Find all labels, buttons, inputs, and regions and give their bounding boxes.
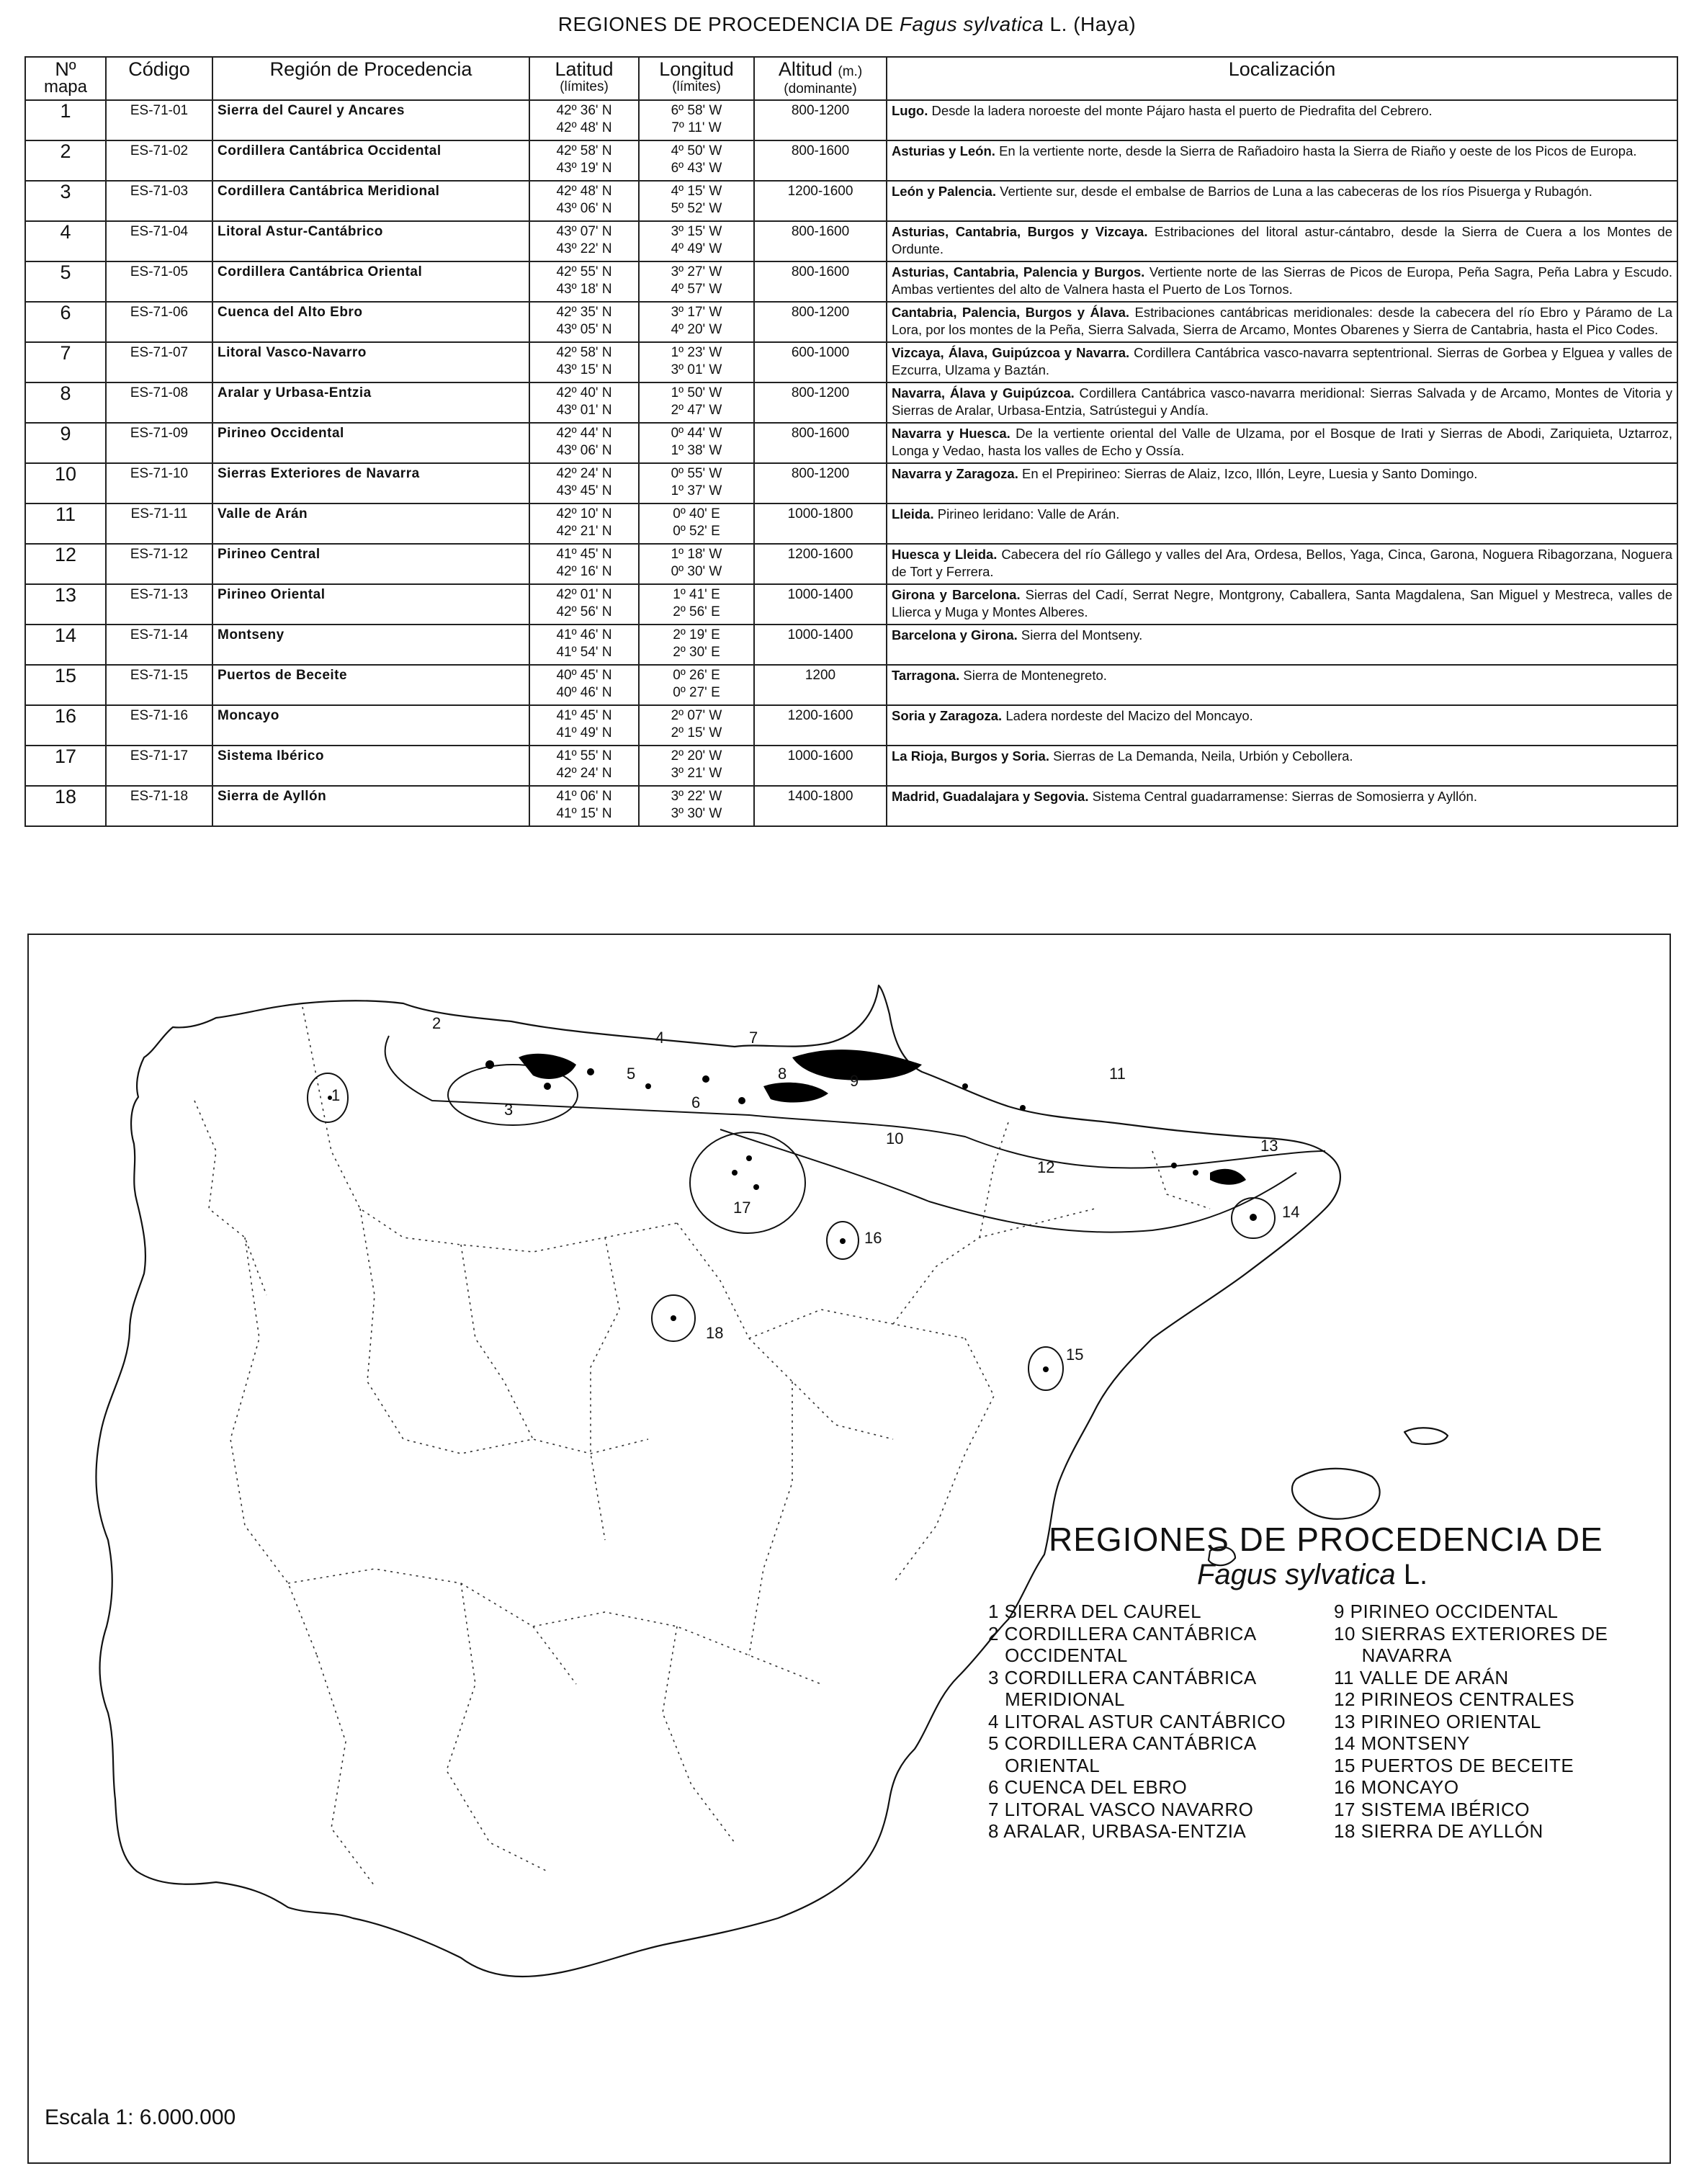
cell-region: Pirineo Occidental [212, 423, 529, 463]
region-label-8: 8 [778, 1065, 787, 1083]
cell-longitude: 2º 19' E 2º 30' E [639, 625, 754, 665]
cell-code: ES-71-08 [106, 382, 212, 423]
cell-longitude: 2º 07' W 2º 15' W [639, 705, 754, 746]
cell-region: Valle de Arán [212, 504, 529, 544]
cell-location: Asturias, Cantabria, Burgos y Vizcaya. Estribaciones del litoral astur-cántabro, desde la Sierra de Cuera a los Montes de Ordunte. [887, 221, 1677, 261]
cell-latitude: 41º 55' N 42º 24' N [529, 746, 639, 786]
cell-altitude: 1000-1800 [754, 504, 887, 544]
cell-latitude: 42º 01' N 42º 56' N [529, 584, 639, 625]
cell-region: Cuenca del Alto Ebro [212, 302, 529, 342]
cell-longitude: 0º 40' E 0º 52' E [639, 504, 754, 544]
cell-region: Montseny [212, 625, 529, 665]
cell-latitude: 41º 46' N 41º 54' N [529, 625, 639, 665]
cell-latitude: 42º 55' N 43º 18' N [529, 261, 639, 302]
cell-longitude: 1º 41' E 2º 56' E [639, 584, 754, 625]
table-row [25, 665, 1677, 705]
cell-number: 16 [25, 705, 106, 746]
header-code: Código [106, 57, 212, 100]
region-ellipse-17 [690, 1132, 805, 1233]
cell-altitude: 800-1200 [754, 100, 887, 140]
cell-altitude: 1200-1600 [754, 705, 887, 746]
header-latitude: Latitud (límites) [529, 57, 639, 100]
cell-code: ES-71-06 [106, 302, 212, 342]
cell-code: ES-71-17 [106, 746, 212, 786]
cell-altitude: 1000-1400 [754, 625, 887, 665]
cell-longitude: 3º 15' W 4º 49' W [639, 221, 754, 261]
cell-location: Girona y Barcelona. Sierras del Cadí, Serrat Negre, Montgrony, Caballera, Santa Magdalena, San Miguel y Mestreca, valles de Llierca y Muga y Montes Alberes. [887, 584, 1677, 625]
legend-item: 10 SIERRAS EXTERIORES DE [1334, 1622, 1608, 1644]
title-species: Fagus sylvatica [899, 13, 1044, 35]
cell-altitude: 800-1200 [754, 382, 887, 423]
cell-region: Cordillera Cantábrica Occidental [212, 140, 529, 181]
cell-region: Moncayo [212, 705, 529, 746]
menorca-island [1404, 1428, 1448, 1444]
cell-altitude: 1000-1600 [754, 746, 887, 786]
legend-item: MERIDIONAL [988, 1688, 1125, 1710]
cell-altitude: 800-1200 [754, 302, 887, 342]
cell-altitude: 1200-1600 [754, 181, 887, 221]
legend-item: 16 MONCAYO [1334, 1776, 1459, 1798]
cell-longitude: 4º 15' W 5º 52' W [639, 181, 754, 221]
cell-code: ES-71-16 [106, 705, 212, 746]
cell-altitude: 800-1600 [754, 221, 887, 261]
cell-number: 18 [25, 786, 106, 826]
table-body [25, 100, 1677, 826]
cell-number: 14 [25, 625, 106, 665]
legend-subtitle [1197, 1559, 1428, 1591]
legend-item: 12 PIRINEOS CENTRALES [1334, 1688, 1575, 1710]
legend-item: 17 SISTEMA IBÉRICO [1334, 1798, 1530, 1820]
cell-longitude: 6º 58' W 7º 11' W [639, 100, 754, 140]
cell-code: ES-71-09 [106, 423, 212, 463]
beech-forest-patches [328, 1050, 1257, 1372]
cell-location: Huesca y Lleida. Cabecera del río Gállego y valles del Ara, Ordesa, Bellos, Yaga, Cinca, Garona, Noguera Ribagorzana, Noguera de Tort y Ferrera. [887, 544, 1677, 584]
legend-title: REGIONES DE PROCEDENCIA DE [1049, 1521, 1603, 1558]
cell-longitude: 4º 50' W 6º 43' W [639, 140, 754, 181]
cell-latitude: 40º 45' N 40º 46' N [529, 665, 639, 705]
cell-number: 8 [25, 382, 106, 423]
cell-code: ES-71-03 [106, 181, 212, 221]
table-row [25, 463, 1677, 504]
document-title [0, 13, 1694, 36]
table-row [25, 342, 1677, 382]
cell-altitude: 800-1600 [754, 261, 887, 302]
cell-region: Pirineo Central [212, 544, 529, 584]
table-row [25, 140, 1677, 181]
legend-item: 1 SIERRA DEL CAUREL [988, 1601, 1202, 1622]
region-label-14: 14 [1282, 1203, 1300, 1221]
cell-latitude: 42º 58' N 43º 15' N [529, 342, 639, 382]
cell-latitude: 42º 58' N 43º 19' N [529, 140, 639, 181]
cell-region: Puertos de Beceite [212, 665, 529, 705]
cell-code: ES-71-13 [106, 584, 212, 625]
regions-table-container [24, 56, 1677, 827]
cell-region: Sistema Ibérico [212, 746, 529, 786]
legend-subtitle-suffix: L. [1395, 1559, 1428, 1590]
cell-location: Vizcaya, Álava, Guipúzcoa y Navarra. Cordillera Cantábrica vasco-navarra septentrional. Sierras de Gorbea y Elguea y valles de Ezcurra, Ulzama y Baztán. [887, 342, 1677, 382]
cell-region: Cordillera Cantábrica Oriental [212, 261, 529, 302]
table-row [25, 423, 1677, 463]
legend-item: OCCIDENTAL [988, 1644, 1128, 1666]
cell-region: Aralar y Urbasa-Entzia [212, 382, 529, 423]
region-label-16: 16 [864, 1229, 882, 1247]
cell-longitude: 1º 18' W 0º 30' W [639, 544, 754, 584]
cell-location: Navarra y Huesca. De la vertiente oriental del Valle de Ulzama, por el Bosque de Irati y Sierras de Abodi, Zariquieta, Uztarroz, Longa y Vedao, hasta los valles de Echo y Ossía. [887, 423, 1677, 463]
cell-location: Asturias, Cantabria, Palencia y Burgos. Vertiente norte de las Sierras de Picos de Europa, Peña Sagra, Peña Labra y Escudo. Ambas vertientes del alto de Valnera hasta el Puerto de Los Tornos. [887, 261, 1677, 302]
legend-item: 4 LITORAL ASTUR CANTÁBRICO [988, 1710, 1286, 1732]
cell-altitude: 1200-1600 [754, 544, 887, 584]
table-row [25, 746, 1677, 786]
cell-region: Sierra de Ayllón [212, 786, 529, 826]
table-header-row [25, 57, 1677, 100]
legend-item: ORIENTAL [988, 1754, 1101, 1776]
cell-location: Tarragona. Sierra de Montenegreto. [887, 665, 1677, 705]
cell-region: Cordillera Cantábrica Meridional [212, 181, 529, 221]
region-label-3: 3 [504, 1101, 514, 1119]
cell-region: Sierras Exteriores de Navarra [212, 463, 529, 504]
cell-location: Barcelona y Girona. Sierra del Montseny. [887, 625, 1677, 665]
legend-item: 13 PIRINEO ORIENTAL [1334, 1710, 1541, 1732]
cell-location: Soria y Zaragoza. Ladera nordeste del Macizo del Moncayo. [887, 705, 1677, 746]
cell-number: 15 [25, 665, 106, 705]
cell-number: 6 [25, 302, 106, 342]
region-boundary-southern-arc [720, 1129, 1296, 1232]
cell-latitude: 42º 40' N 43º 01' N [529, 382, 639, 423]
cell-latitude: 42º 10' N 42º 21' N [529, 504, 639, 544]
table-row [25, 221, 1677, 261]
cell-number: 7 [25, 342, 106, 382]
header-location: Localización [887, 57, 1677, 100]
cell-longitude: 2º 20' W 3º 21' W [639, 746, 754, 786]
table-row [25, 261, 1677, 302]
table-row [25, 181, 1677, 221]
table-row [25, 100, 1677, 140]
cell-longitude: 1º 23' W 3º 01' W [639, 342, 754, 382]
cell-number: 5 [25, 261, 106, 302]
table-row [25, 786, 1677, 826]
cell-location: Lleida. Pirineo leridano: Valle de Arán. [887, 504, 1677, 544]
cell-code: ES-71-14 [106, 625, 212, 665]
cell-latitude: 42º 24' N 43º 45' N [529, 463, 639, 504]
cell-number: 1 [25, 100, 106, 140]
cell-latitude: 42º 48' N 43º 06' N [529, 181, 639, 221]
region-label-5: 5 [627, 1065, 636, 1083]
cell-code: ES-71-18 [106, 786, 212, 826]
legend-item: 2 CORDILLERA CANTÁBRICA [988, 1622, 1257, 1644]
cell-region: Pirineo Oriental [212, 584, 529, 625]
legend-item: 3 CORDILLERA CANTÁBRICA [988, 1666, 1257, 1688]
cell-latitude: 42º 35' N 43º 05' N [529, 302, 639, 342]
header-longitude: Longitud (límites) [639, 57, 754, 100]
region-label-11: 11 [1109, 1065, 1126, 1083]
table-row [25, 382, 1677, 423]
cell-number: 4 [25, 221, 106, 261]
cell-longitude: 0º 44' W 1º 38' W [639, 423, 754, 463]
cell-code: ES-71-11 [106, 504, 212, 544]
map-scale: Escala 1: 6.000.000 [45, 2105, 236, 2129]
cell-longitude: 1º 50' W 2º 47' W [639, 382, 754, 423]
table-row [25, 705, 1677, 746]
cell-number: 17 [25, 746, 106, 786]
cell-region: Sierra del Caurel y Ancares [212, 100, 529, 140]
region-label-10: 10 [886, 1129, 904, 1147]
cell-code: ES-71-10 [106, 463, 212, 504]
cell-number: 2 [25, 140, 106, 181]
cell-number: 11 [25, 504, 106, 544]
cell-number: 12 [25, 544, 106, 584]
cell-location: Asturias y León. En la vertiente norte, desde la Sierra de Rañadoiro hasta la Sierra de Riaño y oeste de los Picos de Europa. [887, 140, 1677, 181]
title-prefix: REGIONES DE PROCEDENCIA DE [557, 13, 900, 35]
legend-item: 15 PUERTOS DE BECEITE [1334, 1754, 1574, 1776]
cell-location: Navarra y Zaragoza. En el Prepirineo: Sierras de Alaiz, Izco, Illón, Leyre, Luesia y Santo Domingo. [887, 463, 1677, 504]
region-label-12: 12 [1037, 1158, 1055, 1176]
legend-item: 11 VALLE DE ARÁN [1334, 1666, 1509, 1688]
cell-altitude: 800-1200 [754, 463, 887, 504]
header-altitude: Altitud (m.) (dominante) [754, 57, 887, 100]
legend-item: 7 LITORAL VASCO NAVARRO [988, 1798, 1254, 1820]
cell-code: ES-71-07 [106, 342, 212, 382]
table-row [25, 302, 1677, 342]
cell-longitude: 3º 22' W 3º 30' W [639, 786, 754, 826]
regions-table [24, 56, 1678, 827]
cell-longitude: 3º 27' W 4º 57' W [639, 261, 754, 302]
cell-latitude: 42º 36' N 42º 48' N [529, 100, 639, 140]
table-row [25, 504, 1677, 544]
region-label-17: 17 [733, 1199, 751, 1217]
cell-location: Navarra, Álava y Guipúzcoa. Cordillera Cantábrica vasco-navarra meridional: Sierras Salvada y de Arcamo, Montes de Vitoria y Sierras de Aralar, Urbasa-Entzia, Satrústegui y Andía. [887, 382, 1677, 423]
cell-region: Litoral Astur-Cantábrico [212, 221, 529, 261]
cell-number: 9 [25, 423, 106, 463]
legend-column-right [1334, 1601, 1651, 1843]
region-label-9: 9 [850, 1072, 859, 1090]
cell-location: Cantabria, Palencia, Burgos y Álava. Estribaciones cantábricas meridionales: desde la cabecera del río Ebro y Páramo de La Lora, por los montes de la Peña, Sierra Salvada, Sierra de Arcamo, Montes Obarenes y Sierra de Cantabria, hasta el Pico Codes. [887, 302, 1677, 342]
legend-column-left [988, 1601, 1327, 1843]
cell-longitude: 0º 55' W 1º 37' W [639, 463, 754, 504]
legend-species: Fagus sylvatica [1197, 1559, 1396, 1590]
cell-number: 10 [25, 463, 106, 504]
table-row [25, 584, 1677, 625]
legend-item: 6 CUENCA DEL EBRO [988, 1776, 1188, 1798]
cell-code: ES-71-02 [106, 140, 212, 181]
cell-latitude: 41º 45' N 42º 16' N [529, 544, 639, 584]
legend-item: 5 CORDILLERA CANTÁBRICA [988, 1732, 1257, 1754]
cell-latitude: 41º 06' N 41º 15' N [529, 786, 639, 826]
map-frame [27, 934, 1671, 2164]
legend-item: NAVARRA [1334, 1644, 1452, 1666]
cell-altitude: 800-1600 [754, 423, 887, 463]
cell-location: La Rioja, Burgos y Soria. Sierras de La Demanda, Neila, Urbión y Cebollera. [887, 746, 1677, 786]
cell-code: ES-71-15 [106, 665, 212, 705]
legend-item: 18 SIERRA DE AYLLÓN [1334, 1820, 1543, 1842]
mallorca-island [1292, 1469, 1380, 1519]
cell-altitude: 800-1600 [754, 140, 887, 181]
cell-code: ES-71-04 [106, 221, 212, 261]
cell-region: Litoral Vasco-Navarro [212, 342, 529, 382]
cell-number: 13 [25, 584, 106, 625]
region-label-6: 6 [691, 1093, 701, 1111]
cell-code: ES-71-12 [106, 544, 212, 584]
legend-item: 14 MONTSENY [1334, 1732, 1470, 1754]
cell-location: León y Palencia. Vertiente sur, desde el embalse de Barrios de Luna a las cabeceras de los ríos Pisuerga y Rubagón. [887, 181, 1677, 221]
cell-latitude: 41º 45' N 41º 49' N [529, 705, 639, 746]
header-number: Nº mapa [25, 57, 106, 100]
cell-altitude: 1200 [754, 665, 887, 705]
region-label-15: 15 [1066, 1346, 1084, 1364]
cell-code: ES-71-01 [106, 100, 212, 140]
region-label-18: 18 [706, 1324, 724, 1342]
cell-longitude: 0º 26' E 0º 27' E [639, 665, 754, 705]
cell-code: ES-71-05 [106, 261, 212, 302]
cell-location: Lugo. Desde la ladera noroeste del monte Pájaro hasta el puerto de Piedrafita del Cebrero. [887, 100, 1677, 140]
region-label-2: 2 [432, 1014, 442, 1032]
cell-altitude: 600-1000 [754, 342, 887, 382]
cell-number: 3 [25, 181, 106, 221]
header-region: Región de Procedencia [212, 57, 529, 100]
region-label-1: 1 [331, 1086, 341, 1104]
legend-item: 9 PIRINEO OCCIDENTAL [1334, 1601, 1559, 1622]
title-suffix: L. (Haya) [1044, 13, 1137, 35]
region-label-4: 4 [655, 1029, 665, 1047]
cell-latitude: 43º 07' N 43º 22' N [529, 221, 639, 261]
legend-item: 8 ARALAR, URBASA-ENTZIA [988, 1820, 1247, 1842]
cell-altitude: 1400-1800 [754, 786, 887, 826]
region-label-13: 13 [1260, 1137, 1278, 1155]
cell-altitude: 1000-1400 [754, 584, 887, 625]
cell-location: Madrid, Guadalajara y Segovia. Sistema Central guadarramense: Sierras de Somosierra y Ayllón. [887, 786, 1677, 826]
cell-latitude: 42º 44' N 43º 06' N [529, 423, 639, 463]
table-row [25, 544, 1677, 584]
region-label-7: 7 [749, 1029, 758, 1047]
table-row [25, 625, 1677, 665]
cell-longitude: 3º 17' W 4º 20' W [639, 302, 754, 342]
